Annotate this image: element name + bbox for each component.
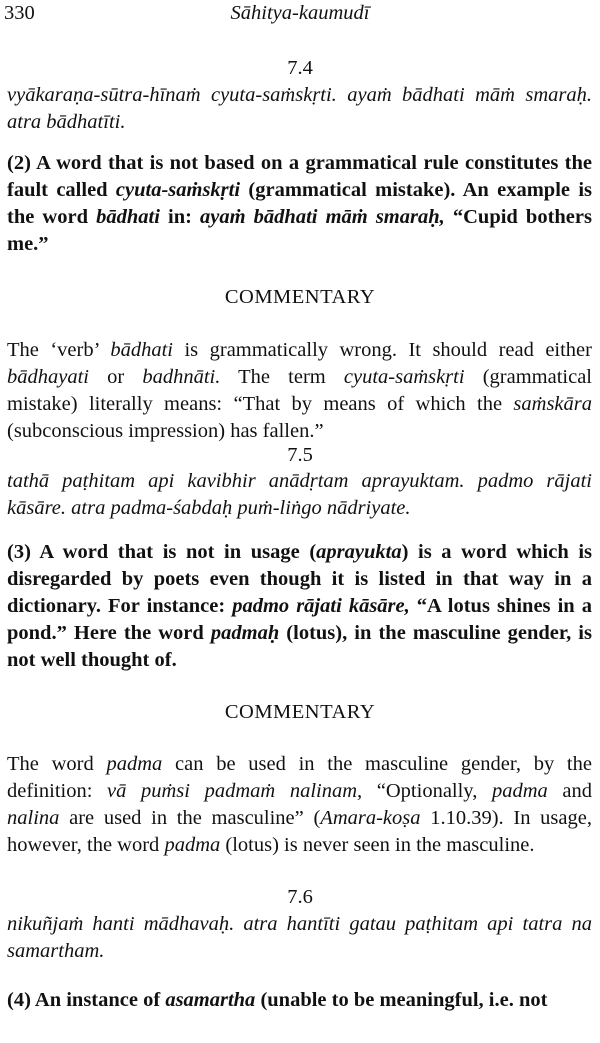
text-run: disregarded by poets even though it is listed in that way in a [7, 568, 592, 590]
text-line [7, 204, 592, 231]
text-line [7, 364, 592, 391]
text-run: are used in the masculine” ( [59, 807, 321, 829]
sanskrit-verse [7, 82, 592, 136]
text-run: (3) A word that is not in usage ( [7, 541, 317, 563]
text-line [7, 150, 592, 177]
text-line [7, 938, 592, 965]
text-run: and [547, 780, 592, 802]
text-line [7, 82, 592, 109]
italic-term: padmo rājati kāsāre, [232, 595, 410, 617]
text-run: The term [220, 366, 344, 388]
text-run: not well thought of. [7, 649, 177, 671]
italic-term: nikuñjaṁ hanti mādhavaḥ. atra hantīti gatau paṭhitam api tatra na [7, 913, 592, 935]
text-run: (2) A word that is not based on a grammatical rule constitutes the [7, 152, 592, 174]
text-run: (4) An instance of [7, 989, 166, 1011]
italic-term: atra bādhatīti. [7, 111, 126, 133]
section-heading: COMMENTARY [224, 701, 376, 723]
text-line [7, 177, 592, 204]
text-run: me.” [7, 233, 49, 255]
italic-term: vyākaraṇa-sūtra-hīnaṁ cyuta-saṁskṛti. ayaṁ bādhati māṁ smaraḥ. [7, 84, 592, 106]
text-run: or [89, 366, 143, 388]
running-title: Sāhitya-kaumudī [230, 2, 370, 24]
text-line [7, 337, 592, 364]
text-line [7, 805, 592, 832]
italic-term: bādhayati [7, 366, 89, 388]
text-run: “A lotus shines in a [409, 595, 592, 617]
sanskrit-verse [7, 911, 592, 965]
italic-term: vā puṁsi padmaṁ nalinam, [107, 780, 363, 802]
italic-term: padmaḥ [210, 622, 280, 644]
verse-number: 7.4 [287, 57, 313, 79]
text-run: (lotus), in the masculine gender, is [279, 622, 592, 644]
sanskrit-verse [7, 468, 592, 522]
text-line [7, 109, 592, 136]
text-line [7, 911, 592, 938]
italic-term: samartham. [7, 940, 105, 962]
italic-term: kāsāre. atra padma-śabdaḥ puṁ-liṅgo nādriyate. [7, 497, 411, 519]
italic-term: asamartha [165, 989, 256, 1011]
italic-term: padma [491, 780, 548, 802]
translation-paragraph [7, 987, 592, 1014]
translation-paragraph [7, 539, 592, 674]
text-line [7, 751, 592, 778]
text-run: definition: [7, 780, 108, 802]
text-run: fault called [7, 179, 116, 201]
text-run: The word [7, 753, 107, 775]
text-run: (unable to be meaningful, i.e. not [255, 989, 548, 1011]
italic-term: nalina [7, 807, 60, 829]
italic-term: cyuta-saṁskṛti [115, 179, 241, 201]
text-line [7, 231, 592, 258]
text-run: (grammatical mistake). An example is [240, 179, 592, 201]
text-run: ) is a word which is [401, 541, 592, 563]
italic-term: padma [164, 834, 221, 856]
text-line [7, 418, 592, 445]
text-line [7, 987, 592, 1014]
text-line [7, 539, 592, 566]
verse-number: 7.6 [287, 886, 313, 908]
text-run: can be used in the masculine gender, by the [162, 753, 592, 775]
text-run: the word [7, 206, 97, 228]
italic-term: saṁskāra [513, 393, 592, 415]
text-line [7, 391, 592, 418]
page-number: 330 [4, 2, 35, 24]
text-run: dictionary. For instance: [7, 595, 233, 617]
text-line [7, 620, 592, 647]
text-run: in: [159, 206, 201, 228]
verse-number: 7.5 [287, 444, 313, 466]
text-line [7, 566, 592, 593]
text-line [7, 647, 592, 674]
italic-term: badhnāti. [142, 366, 221, 388]
italic-term: Amara-koṣa [320, 807, 421, 829]
text-line [7, 778, 592, 805]
text-run: pond.” Here the word [7, 622, 211, 644]
text-run: (subconscious impression) has fallen.” [7, 420, 324, 442]
text-line [7, 468, 592, 495]
text-run: is grammatically wrong. It should read either [173, 339, 592, 361]
text-run: (grammatical [464, 366, 592, 388]
text-run: The ‘verb’ [7, 339, 111, 361]
italic-term: ayaṁ bādhati māṁ smaraḥ, [200, 206, 445, 228]
italic-term: cyuta-saṁskṛti [343, 366, 465, 388]
italic-term: padma [106, 753, 163, 775]
text-run: 1.10.39). In usage, [420, 807, 592, 829]
text-run: “Optionally, [362, 780, 492, 802]
italic-term: aprayukta [316, 541, 402, 563]
italic-term: bādhati [96, 206, 160, 228]
text-run: however, the word [7, 834, 165, 856]
italic-term: bādhati [110, 339, 174, 361]
text-run: “Cupid bothers [444, 206, 592, 228]
text-run: (lotus) is never seen in the masculine. [220, 834, 535, 856]
text-run: mistake) literally means: “That by means of which the [7, 393, 514, 415]
commentary-paragraph [7, 337, 592, 445]
italic-term: tathā paṭhitam api kavibhir anādṛtam aprayuktam. padmo rājati [7, 470, 592, 492]
text-line [7, 832, 592, 859]
commentary-paragraph [7, 751, 592, 859]
translation-paragraph [7, 150, 592, 258]
text-line [7, 593, 592, 620]
section-heading: COMMENTARY [224, 286, 376, 308]
text-line [7, 495, 592, 522]
